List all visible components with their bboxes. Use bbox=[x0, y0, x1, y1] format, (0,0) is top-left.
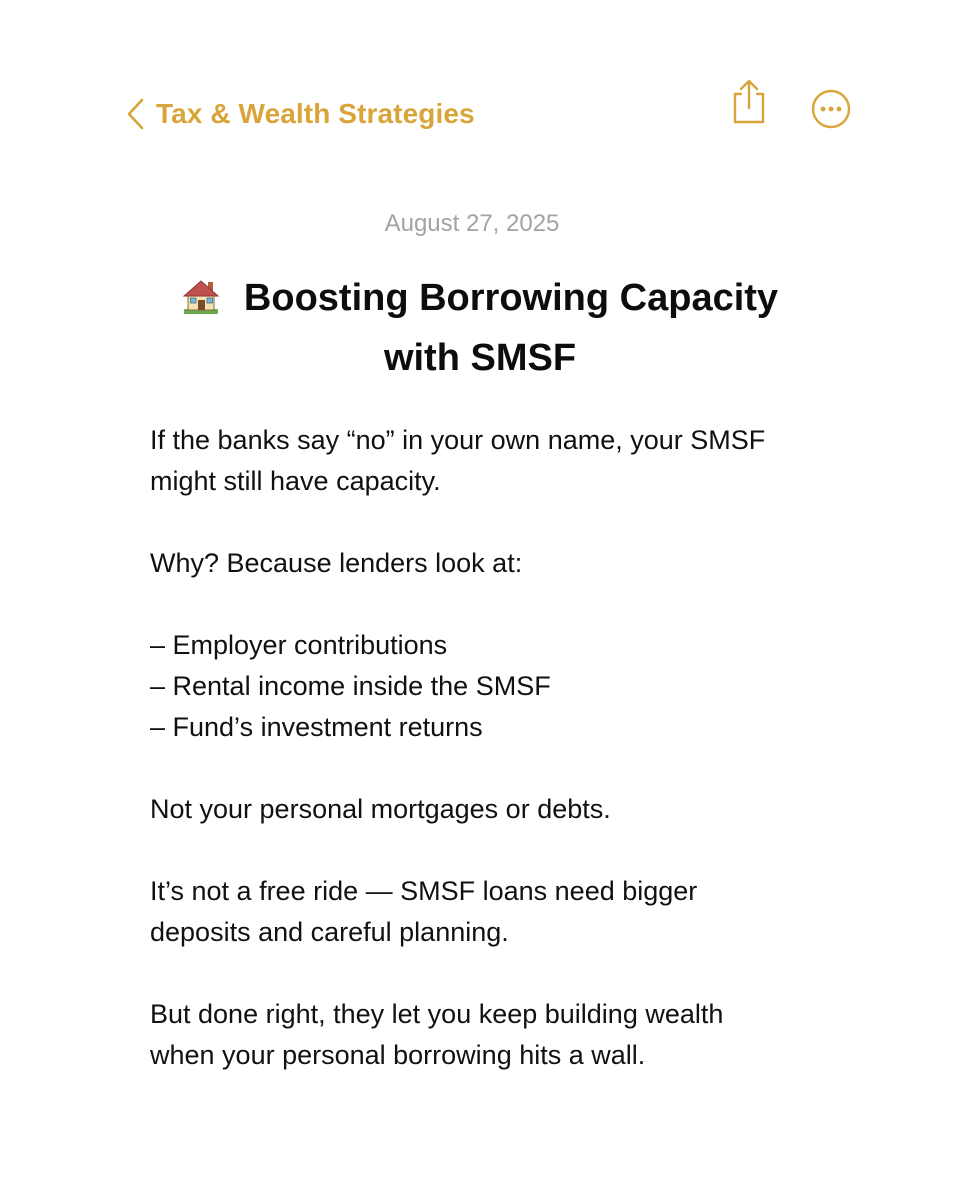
navigation-bar bbox=[0, 0, 960, 160]
note-body[interactable] bbox=[150, 420, 870, 1117]
note-paragraph-2: Why? Because lenders look at: bbox=[150, 548, 523, 578]
house-emoji-icon bbox=[182, 277, 220, 315]
note-paragraph-5 bbox=[150, 994, 870, 1076]
list-item: – Rental income inside the SMSF bbox=[150, 671, 551, 701]
ellipsis-circle-icon[interactable] bbox=[810, 88, 852, 130]
share-icon[interactable] bbox=[728, 78, 770, 126]
back-label[interactable]: Tax & Wealth Strategies bbox=[156, 98, 475, 129]
note-paragraph-1 bbox=[150, 420, 870, 502]
note-title[interactable] bbox=[140, 268, 820, 388]
back-button[interactable] bbox=[124, 92, 475, 136]
note-paragraph-4 bbox=[150, 871, 870, 953]
list-item: – Fund’s investment returns bbox=[150, 712, 483, 742]
note-paragraph-4-line-1: It’s not a free ride — SMSF loans need bigger bbox=[150, 876, 698, 906]
lender-criteria-list bbox=[150, 625, 870, 748]
note-title-text-1: Boosting Borrowing Capacity bbox=[243, 277, 779, 319]
note-paragraph-4-line-2: deposits and careful planning. bbox=[150, 917, 509, 947]
note-paragraph-5-line-2: when your personal borrowing hits a wall. bbox=[150, 1040, 646, 1070]
note-date: August 27, 2025 bbox=[384, 210, 560, 237]
note-title-line-1 bbox=[140, 268, 820, 328]
chevron-left-icon[interactable] bbox=[124, 97, 146, 131]
note-paragraph-1-line-2: might still have capacity. bbox=[150, 466, 441, 496]
note-paragraph-5-line-1: But done right, they let you keep building wealth bbox=[150, 999, 724, 1029]
note-title-line-2: with SMSF bbox=[383, 337, 577, 379]
note-paragraph-1-line-1: If the banks say “no” in your own name, your SMSF bbox=[150, 425, 766, 455]
note-paragraph-3: Not your personal mortgages or debts. bbox=[150, 794, 611, 824]
list-item: – Employer contributions bbox=[150, 630, 448, 660]
